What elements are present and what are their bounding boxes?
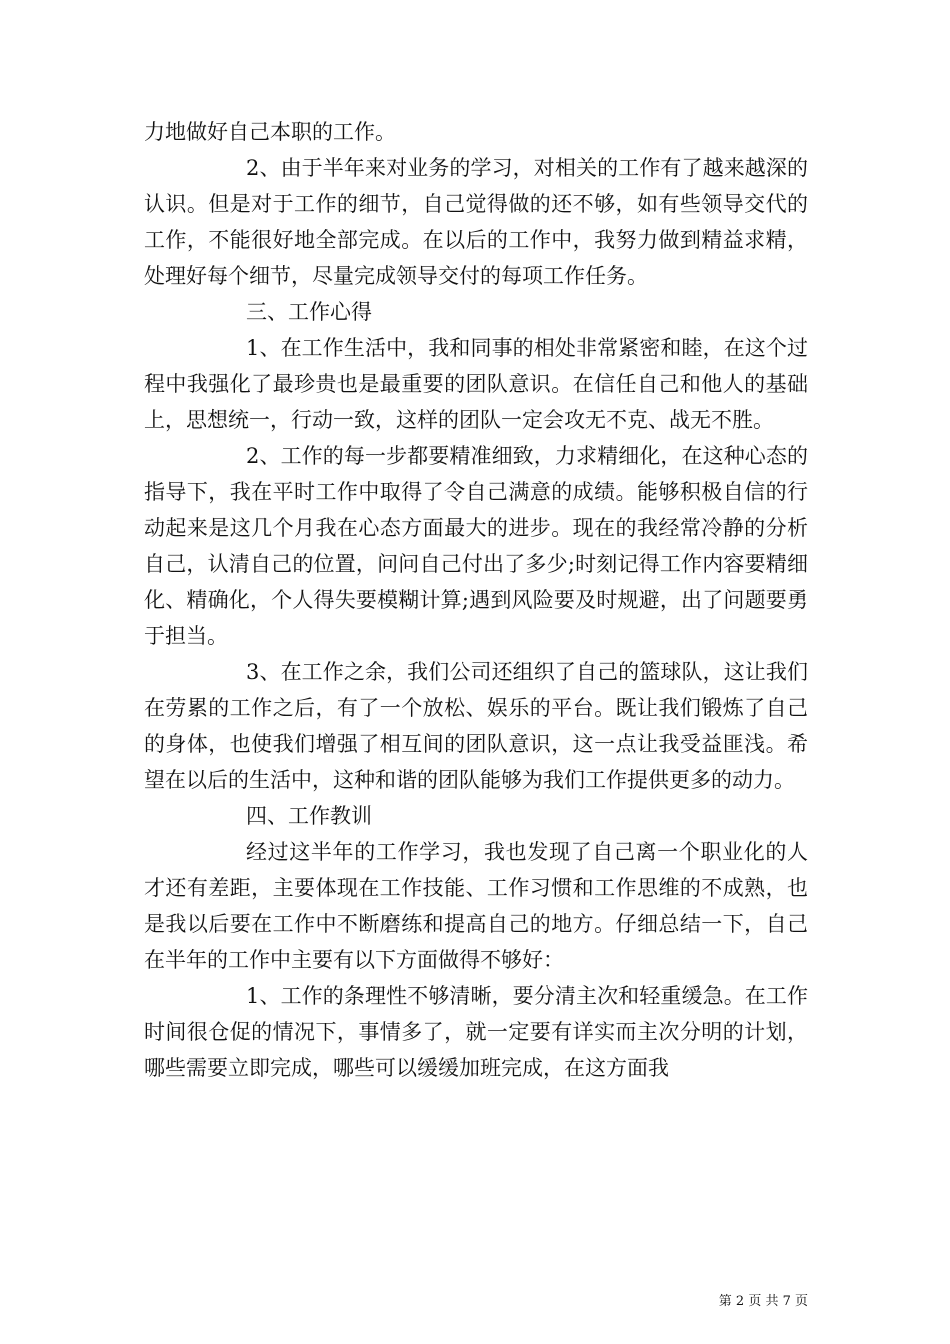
paragraph-continuation: 力地做好自己本职的工作。 [144, 120, 396, 144]
page-number: 第 2 页 共 7 页 [718, 1294, 808, 1309]
section-heading-3: 三、工作心得 [246, 300, 372, 324]
paragraph-item-2: 2、工作的每一步都要精准细致，力求精细化，在这种心态的指导下，我在平时工作中取得了令自己满意的成绩。能够积极自信的行动起来是这几个月我在心态方面最大的进步。现在的我经常冷静的分析自己，认清自己的位置，问问自己付出了多少;时刻记得工作内容要精细化、精确化，个人得失要模糊计算;遇到风险要及时规避，出了问题要勇于担当。 [144, 444, 808, 648]
document-body [144, 114, 808, 1086]
paragraph-item-1: 1、工作的条理性不够清晰，要分清主次和轻重缓急。在工作时间很仓促的情况下，事情多了，就一定要有详实而主次分明的计划，哪些需要立即完成，哪些可以缓缓加班完成，在这方面我 [144, 984, 808, 1080]
paragraph-item-2: 2、由于半年来对业务的学习，对相关的工作有了越来越深的认识。但是对于工作的细节，自己觉得做的还不够，如有些领导交代的工作，不能很好地全部完成。在以后的工作中，我努力做到精益求精，处理好每个细节，尽量完成领导交付的每项工作任务。 [144, 156, 808, 288]
paragraph-item-3: 3、在工作之余，我们公司还组织了自己的篮球队，这让我们在劳累的工作之后，有了一个放松、娱乐的平台。既让我们锻炼了自己的身体，也使我们增强了相互间的团队意识，这一点让我受益匪浅。希望在以后的生活中，这种和谐的团队能够为我们工作提供更多的动力。 [144, 660, 808, 792]
section-heading-4: 四、工作教训 [246, 804, 372, 828]
paragraph-intro: 经过这半年的工作学习，我也发现了自己离一个职业化的人才还有差距，主要体现在工作技能、工作习惯和工作思维的不成熟，也是我以后要在工作中不断磨练和提高自己的地方。仔细总结一下，自己在半年的工作中主要有以下方面做得不够好： [144, 840, 808, 972]
paragraph-item-1: 1、在工作生活中，我和同事的相处非常紧密和睦，在这个过程中我强化了最珍贵也是最重要的团队意识。在信任自己和他人的基础上，思想统一，行动一致，这样的团队一定会攻无不克、战无不胜。 [144, 336, 808, 432]
